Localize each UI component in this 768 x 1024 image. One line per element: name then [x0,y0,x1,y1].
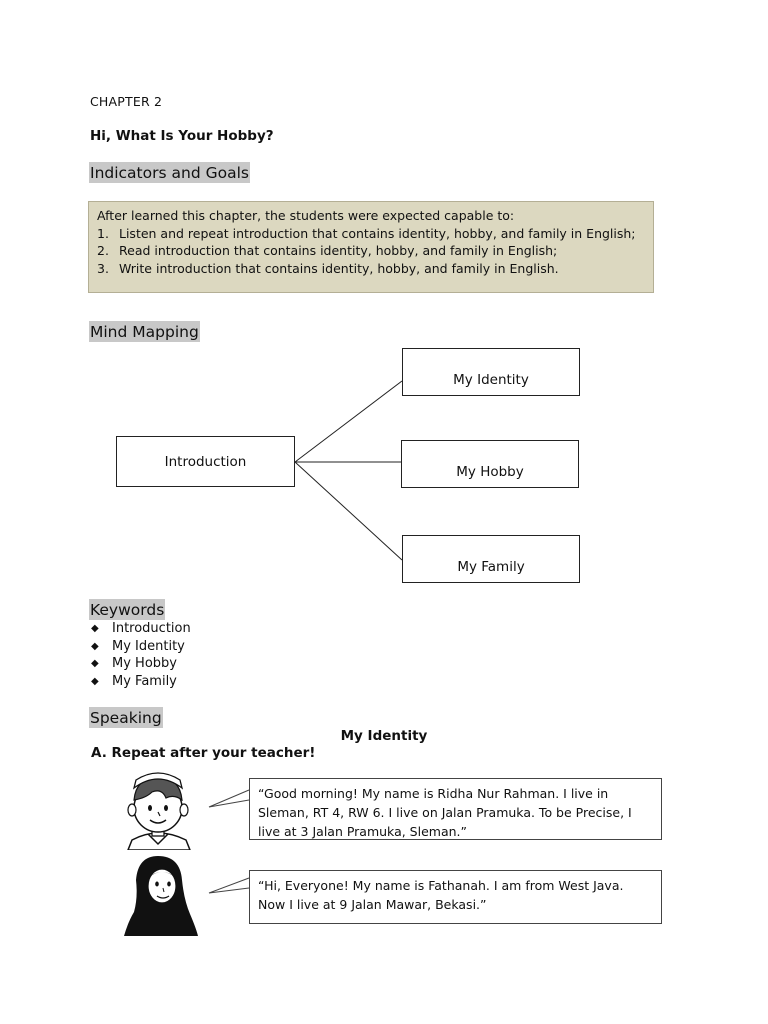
speaking-subtitle: My Identity [340,728,428,744]
speech-bubble-boy [249,778,662,840]
connector-family [295,462,402,560]
diamond-bullet-icon: ◆ [91,640,99,652]
section-mind-mapping: Mind Mapping [90,323,199,341]
keyword-item [90,655,191,673]
chapter-title: Hi, What Is Your Hobby? [90,128,274,144]
section-keywords: Keywords [90,601,165,619]
keyword-text: My Identity [112,638,185,654]
goal-number: 3. [97,260,109,276]
section-indicators-goals: Indicators and Goals [90,164,249,182]
dialogue-text: “Good morning! My name is Ridha Nur Rahman. I live in Sleman, RT 4, RW 6. I live on Jalan Pramuka. To be Precise, I live at 3 Jalan Pramuka, Sleman.” [258,786,632,839]
center-node-label: Introduction [164,453,247,470]
bubble-tail [209,790,249,807]
chapter-label: CHAPTER 2 [90,94,163,109]
keyword-item [90,638,191,656]
keyword-item [90,620,191,638]
diamond-bullet-icon: ◆ [91,623,99,634]
diamond-bullet-icon: ◆ [91,675,99,687]
goal-text: Read introduction that contains identity, hobby, and family in English; [119,243,558,258]
dialogue-text: “Hi, Everyone! My name is Fathanah. I am from West Java. Now I live at 9 Jalan Mawar, Bekasi.” [258,878,624,912]
keyword-item [90,673,191,691]
goal-text: Write introduction that contains identity, hobby, and family in English. [119,260,559,276]
keyword-text: My Hobby [112,656,177,671]
node-label: My Hobby [456,464,524,480]
goal-number: 1. [97,225,109,241]
node-label: My Identity [453,372,529,388]
speech-bubble-girl [249,870,662,924]
mind-map-node-family [402,535,580,583]
section-speaking: Speaking [90,709,162,727]
goals-intro: After learned this chapter, the students were expected capable to: [97,208,515,223]
diamond-bullet-icon: ◆ [91,658,99,669]
node-label: My Family [457,559,525,575]
connector-identity [295,381,402,462]
keyword-text: Introduction [112,621,191,636]
goal-text: Listen and repeat introduction that contains identity, hobby, and family in English; [119,225,636,241]
keyword-text: My Family [112,673,177,689]
bubble-tail [209,878,249,893]
speaking-instruction: A. Repeat after your teacher! [91,745,316,761]
boy-avatar-icon [118,768,198,850]
mind-map-center-node [116,436,295,487]
keywords-list [90,620,191,690]
goal-number: 2. [97,243,109,258]
mind-map-node-hobby [401,440,579,488]
mind-map-node-identity [402,348,580,396]
girl-avatar-icon [118,852,202,936]
speech-bubble-tails [205,776,255,896]
